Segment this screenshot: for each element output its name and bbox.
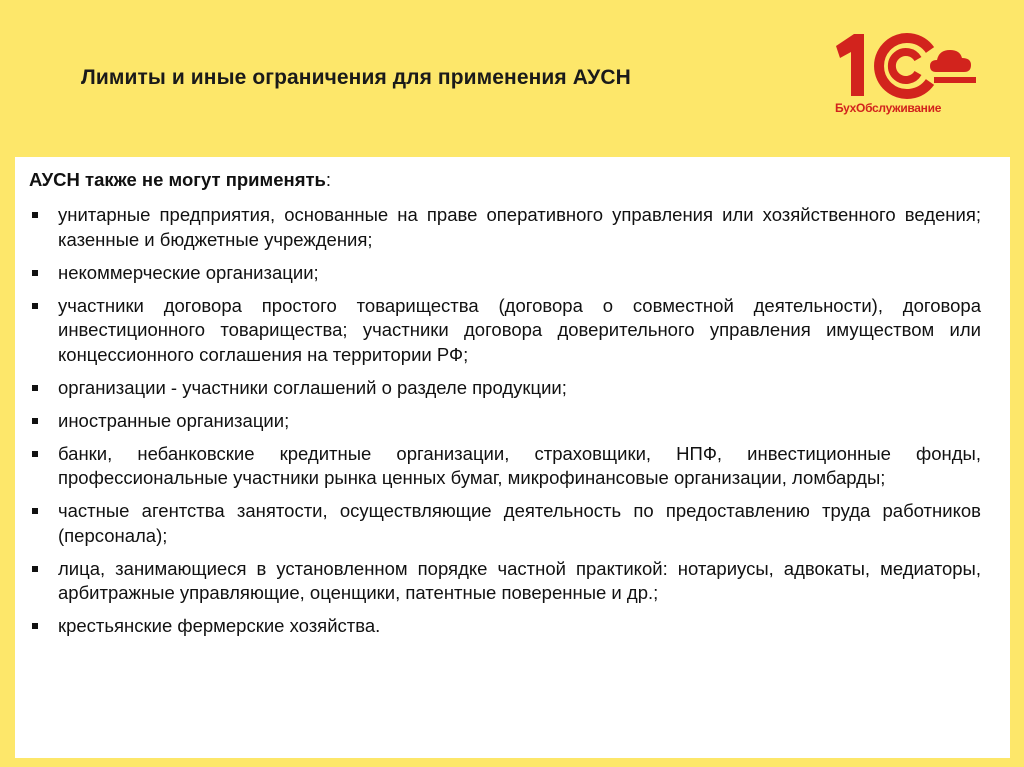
list-item-text: крестьянские фермерские хозяйства. [58,615,381,636]
list-item-text: унитарные предприятия, основанные на праве оперативного управления или хозяйственного ведения; казенные и бюджетные учреждения; [58,204,981,250]
intro-bold: АУСН также не могут применять [29,169,326,190]
1c-logo-icon [830,30,982,100]
list-item-text: частные агентства занятости, осуществляющие деятельность по предоставлению труда работников (персонала); [58,500,981,546]
intro-text [29,169,331,191]
square-bullet-icon [32,270,38,276]
intro-suffix: : [325,169,332,190]
list-item [29,376,981,401]
list-item-text: иностранные организации; [58,409,290,431]
brand-logo [830,30,982,122]
list-item [29,557,981,606]
list-item [29,203,981,252]
list-item [29,409,981,434]
square-bullet-icon [32,385,38,391]
list-item [29,261,981,286]
list-item-text: участники договора простого товарищества (договора о совместной деятельности), договора инвестиционного товарищества; участники договора доверительного управления имуществом или концессионного соглашения на территории РФ; [58,294,981,365]
list-item-text: лица, занимающиеся в установленном порядке частной практикой: нотариусы, адвокаты, медиаторы, арбитражные управляющие, оценщики, патентные поверенные и др.; [58,557,981,603]
list-item-text: банки, небанковские кредитные организации, страховщики, НПФ, инвестиционные фонды, профессиональные участники рынка ценных бумаг, микрофинансовые организации, ломбарды; [58,442,981,488]
square-bullet-icon [32,418,38,424]
list-item [29,442,981,491]
square-bullet-icon [32,451,38,457]
square-bullet-icon [32,303,38,309]
list-item-text: организации - участники соглашений о разделе продукции; [58,376,567,398]
logo-caption: БухОбслуживание [835,101,942,115]
square-bullet-icon [32,623,38,629]
square-bullet-icon [32,212,38,218]
slide-header [0,0,1024,157]
list-item-text: некоммерческие организации; [58,261,319,283]
list-item [29,294,981,368]
list-item [29,499,981,548]
square-bullet-icon [32,566,38,572]
page-title: Лимиты и иные ограничения для применения АУСН [81,66,631,89]
square-bullet-icon [32,508,38,514]
restriction-list [29,203,981,647]
content-panel [15,157,1010,758]
list-item [29,614,981,639]
